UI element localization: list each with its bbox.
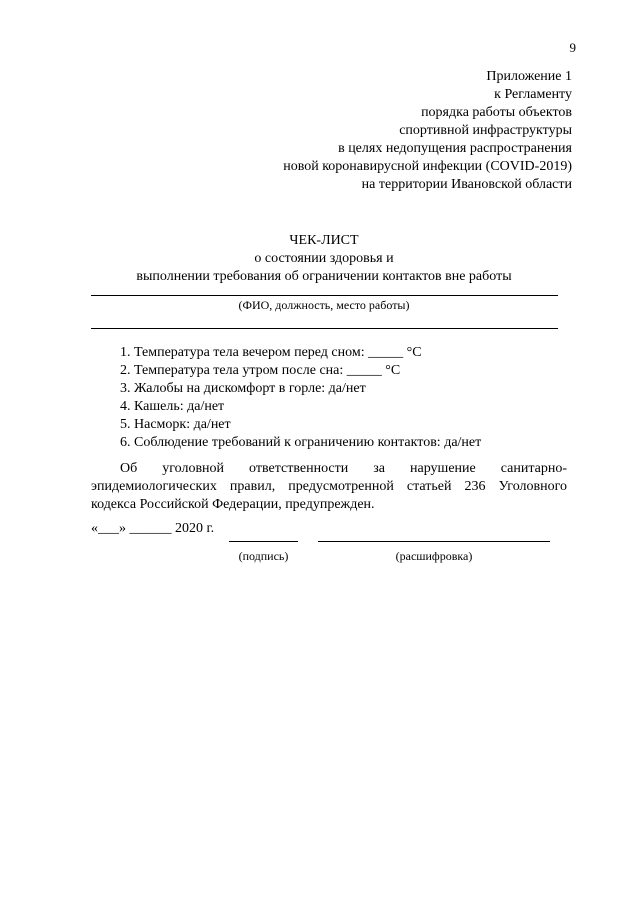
checklist-title — [90, 232, 558, 286]
checklist-item: 4. Кашель: да/нет — [120, 399, 225, 414]
checklist-item: 2. Температура тела утром после сна: _____ °С — [120, 363, 401, 378]
fio-field-line — [91, 295, 558, 296]
checklist-item: 1. Температура тела вечером перед сном: _____ °С — [120, 345, 422, 360]
appendix-line: новой коронавирусной инфекции (COVID-2019) — [283, 159, 572, 174]
checklist-item: 3. Жалобы на дискомфорт в горле: да/нет — [120, 381, 366, 396]
appendix-line: на территории Ивановской области — [361, 177, 572, 192]
appendix-line: Приложение 1 — [486, 69, 572, 84]
date-line: «___» ______ 2020 г. — [91, 521, 215, 536]
fio-second-line — [91, 328, 558, 329]
title-heading: ЧЕК-ЛИСТ — [289, 233, 359, 248]
liability-statement: Об уголовной ответственности за нарушение санитарно-эпидемиологических правил, предусмотренной статьей 236 Уголовного кодекса Российской Федерации, предупрежден. — [91, 461, 567, 512]
checklist-item: 6. Соблюдение требований к ограничению контактов: да/нет — [120, 435, 482, 450]
appendix-header — [283, 68, 572, 194]
signature-caption: (подпись) — [238, 549, 289, 563]
appendix-line: порядка работы объектов — [421, 105, 572, 120]
decoding-caption: (расшифровка) — [395, 549, 473, 563]
signature-line — [229, 541, 298, 542]
checklist-item: 5. Насморк: да/нет — [120, 417, 231, 432]
title-subtitle-line: выполнении требования об ограничении контактов вне работы — [136, 269, 512, 284]
appendix-line: к Регламенту — [494, 87, 572, 102]
page-number: 9 — [569, 40, 576, 55]
title-subtitle-line: о состоянии здоровья и — [254, 251, 394, 266]
fio-caption: (ФИО, должность, место работы) — [238, 298, 410, 312]
appendix-line: спортивной инфраструктуры — [399, 123, 572, 138]
appendix-line: в целях недопущения распространения — [338, 141, 572, 156]
checklist-items — [120, 344, 481, 452]
decoding-line — [318, 541, 550, 542]
